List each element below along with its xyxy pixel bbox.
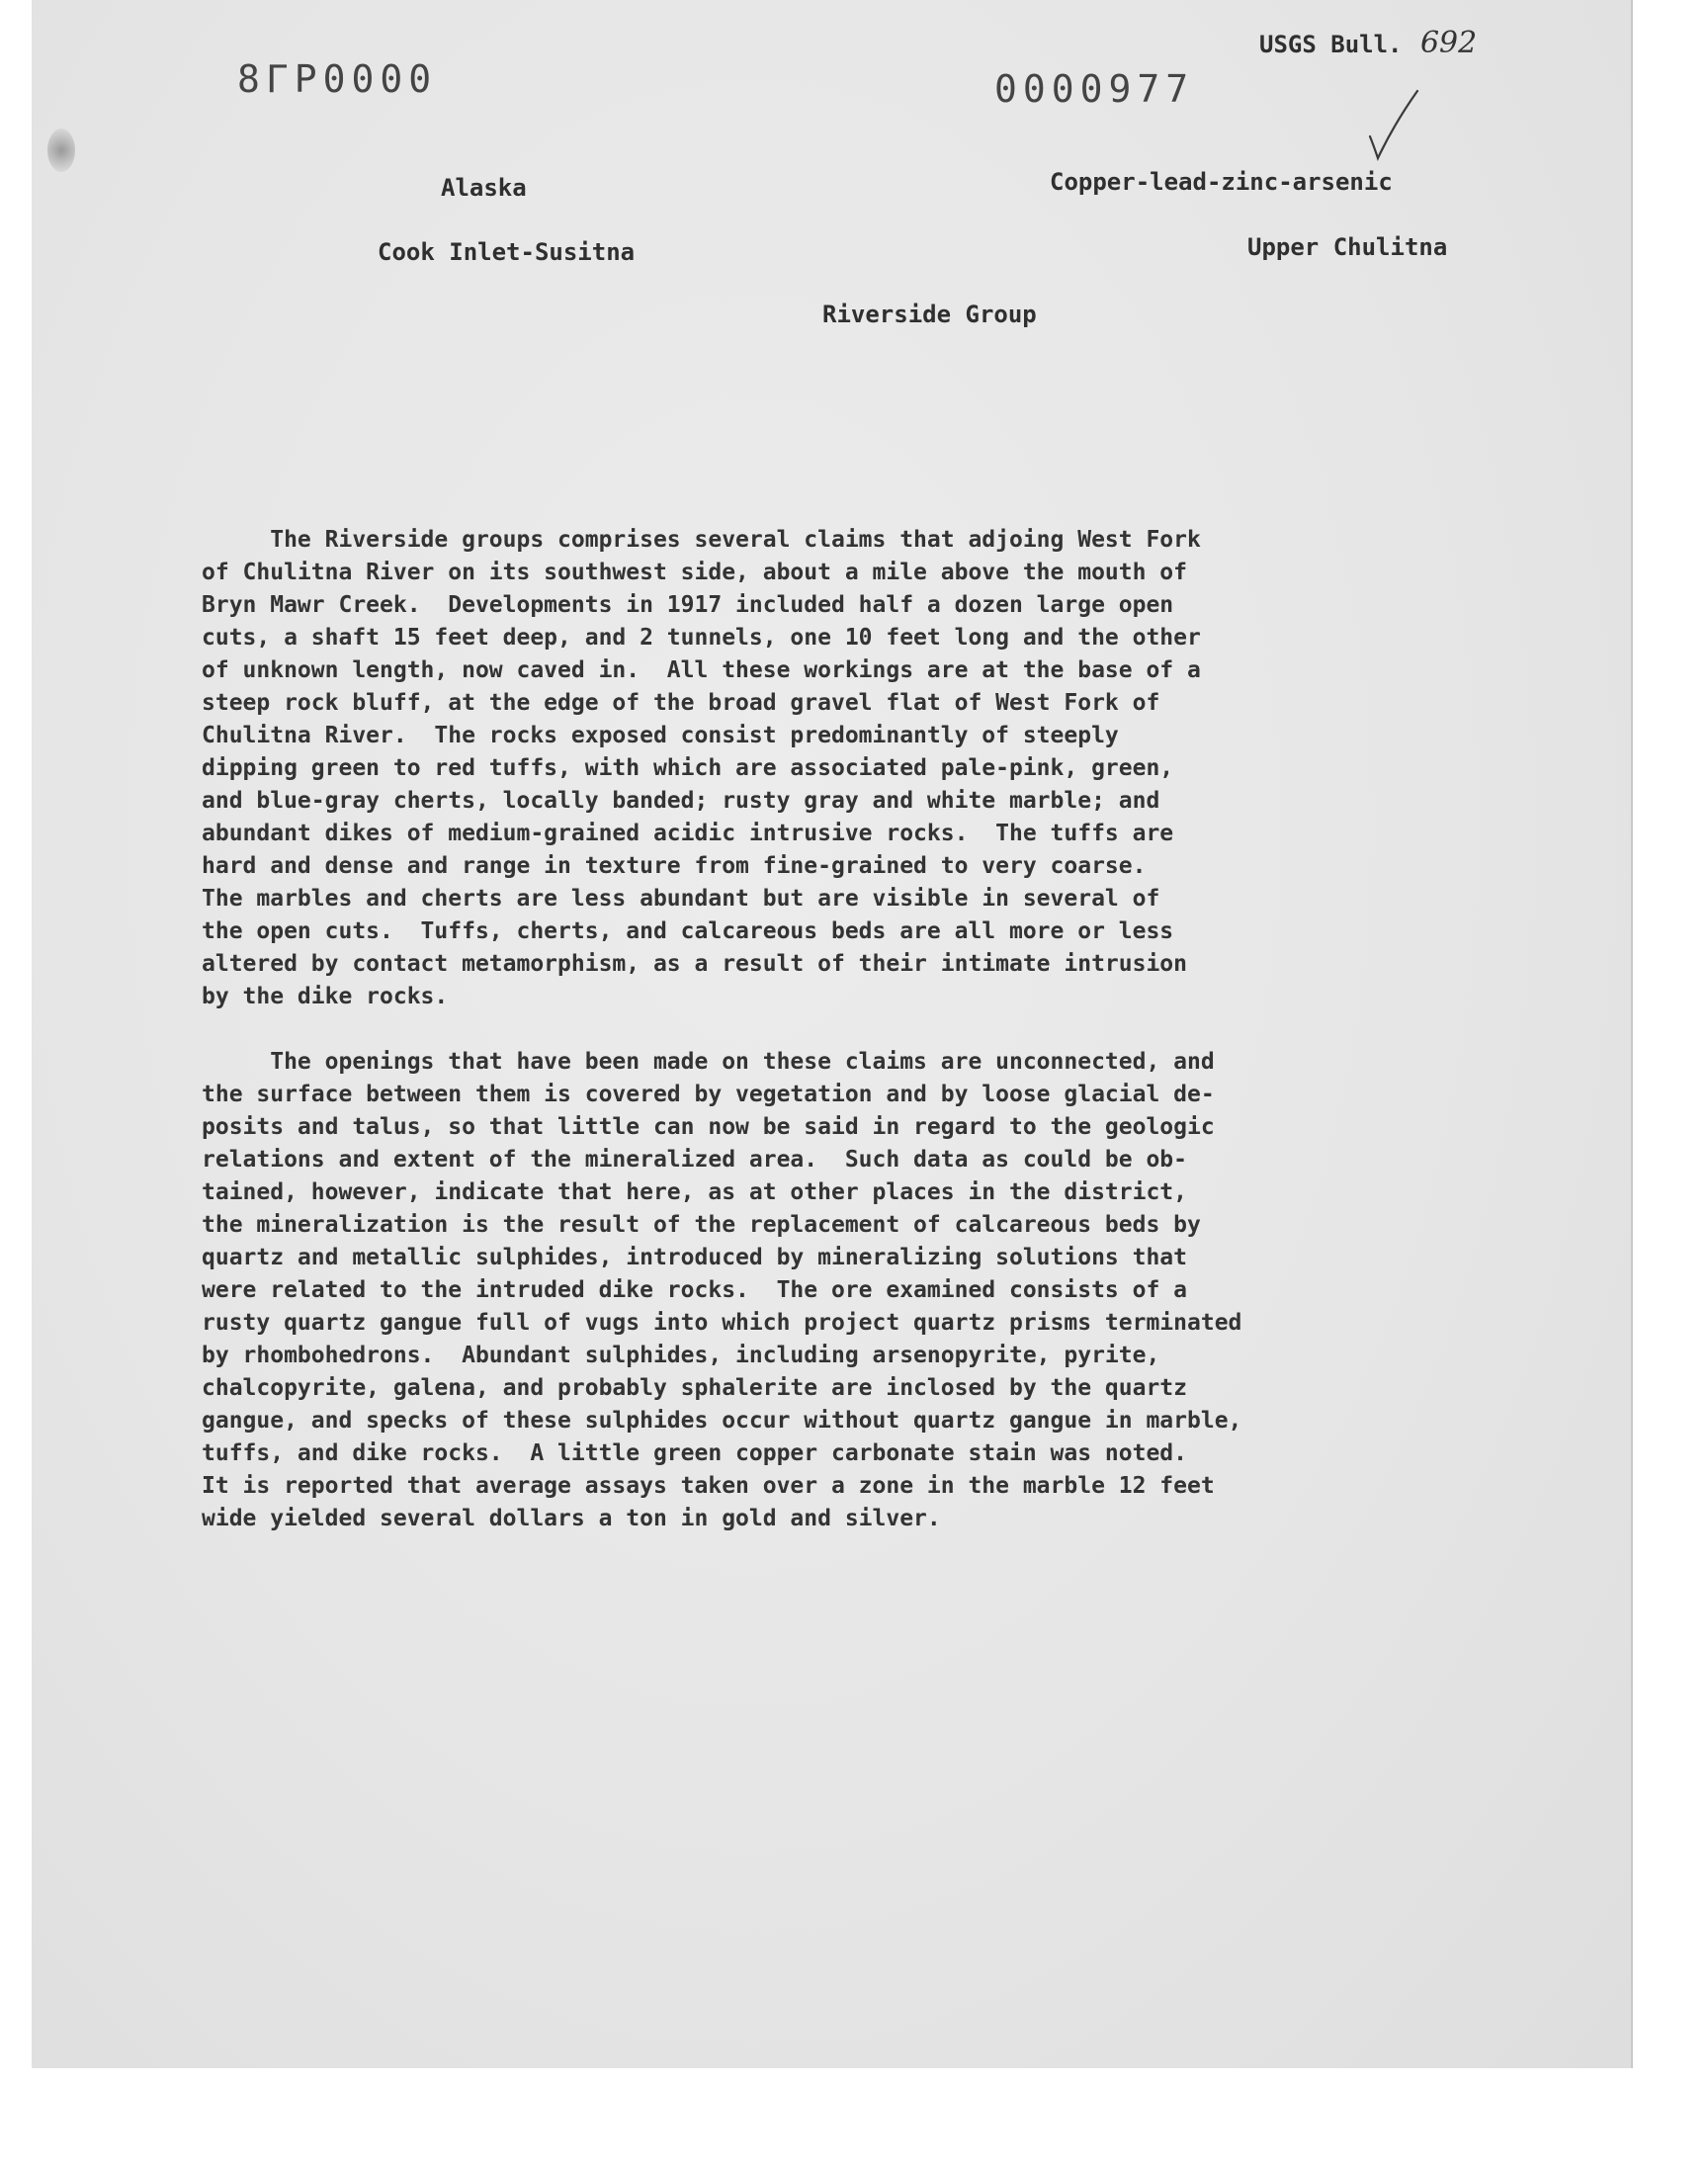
state-label: Alaska bbox=[441, 174, 527, 202]
stamp-number-left: 8ΓP0000 bbox=[237, 57, 438, 101]
area-label: Upper Chulitna bbox=[1247, 233, 1448, 261]
body-paragraph-1: The Riverside groups comprises several claims that adjoing West Fork of Chulitna River on its southwest side, about a mile above the mouth of Bryn Mawr Creek. Developments in 1917 included half a dozen large open cuts, a shaft 15 feet deep, and 2 tunnels, one 10 feet long and the other of unknown length, now caved in. All these workings are at the base of a steep rock bluff, at the edge of the broad gravel flat of West Fork of Chulitna River. The rocks exposed consist predominantly of steeply dipping green to red tuffs, with which are associated pale-pink, green, and blue-gray cherts, locally banded; rusty gray and white marble; and abundant dikes of medium-grained acidic intrusive rocks. The tuffs are hard and dense and range in texture from fine-grained to very coarse. The marbles and cherts are less abundant but are visible in several of the open cuts. Tuffs, cherts, and calcareous beds are all more or less altered by contact metamorphism, as a result of their intimate intrusion by the dike rocks. bbox=[202, 527, 1201, 1009]
reference-line bbox=[1259, 26, 1477, 60]
smudge-mark bbox=[47, 129, 75, 172]
commodity-label: Copper-lead-zinc-arsenic bbox=[1050, 168, 1393, 196]
reference-label: USGS Bull. bbox=[1259, 31, 1403, 58]
reference-number: 692 bbox=[1419, 26, 1478, 60]
check-mark-icon bbox=[1364, 85, 1423, 164]
body-paragraph-2: The openings that have been made on these claims are unconnected, and the surface between them is covered by vegetation and by loose glacial de- posits and talus, so that little can now be said in regard to the geologic relations and extent of the mineralized area. Such data as could be ob- tained, however, indicate that here, as at other places in the district, the mineralization is the result of the replacement of calcareous beds by quartz and metallic sulphides, introduced by mineralizing solutions that were related to the intruded dike rocks. The ore examined consists of a rusty quartz gangue full of vugs into which project quartz prisms terminated by rhombohedrons. Abundant sulphides, including arsenopyrite, pyrite, chalcopyrite, galena, and probably sphalerite are inclosed by the quartz gangue, and specks of these sulphides occur without quartz gangue in marble, tuffs, and dike rocks. A little green copper carbonate stain was noted. It is reported that average assays taken over a zone in the marble 12 feet wide yielded several dollars a ton in gold and silver. bbox=[202, 1049, 1242, 1531]
document-title: Riverside Group bbox=[822, 301, 1037, 328]
district-label: Cook Inlet-Susitna bbox=[378, 238, 636, 266]
stamp-number-right: 0000977 bbox=[994, 67, 1195, 111]
